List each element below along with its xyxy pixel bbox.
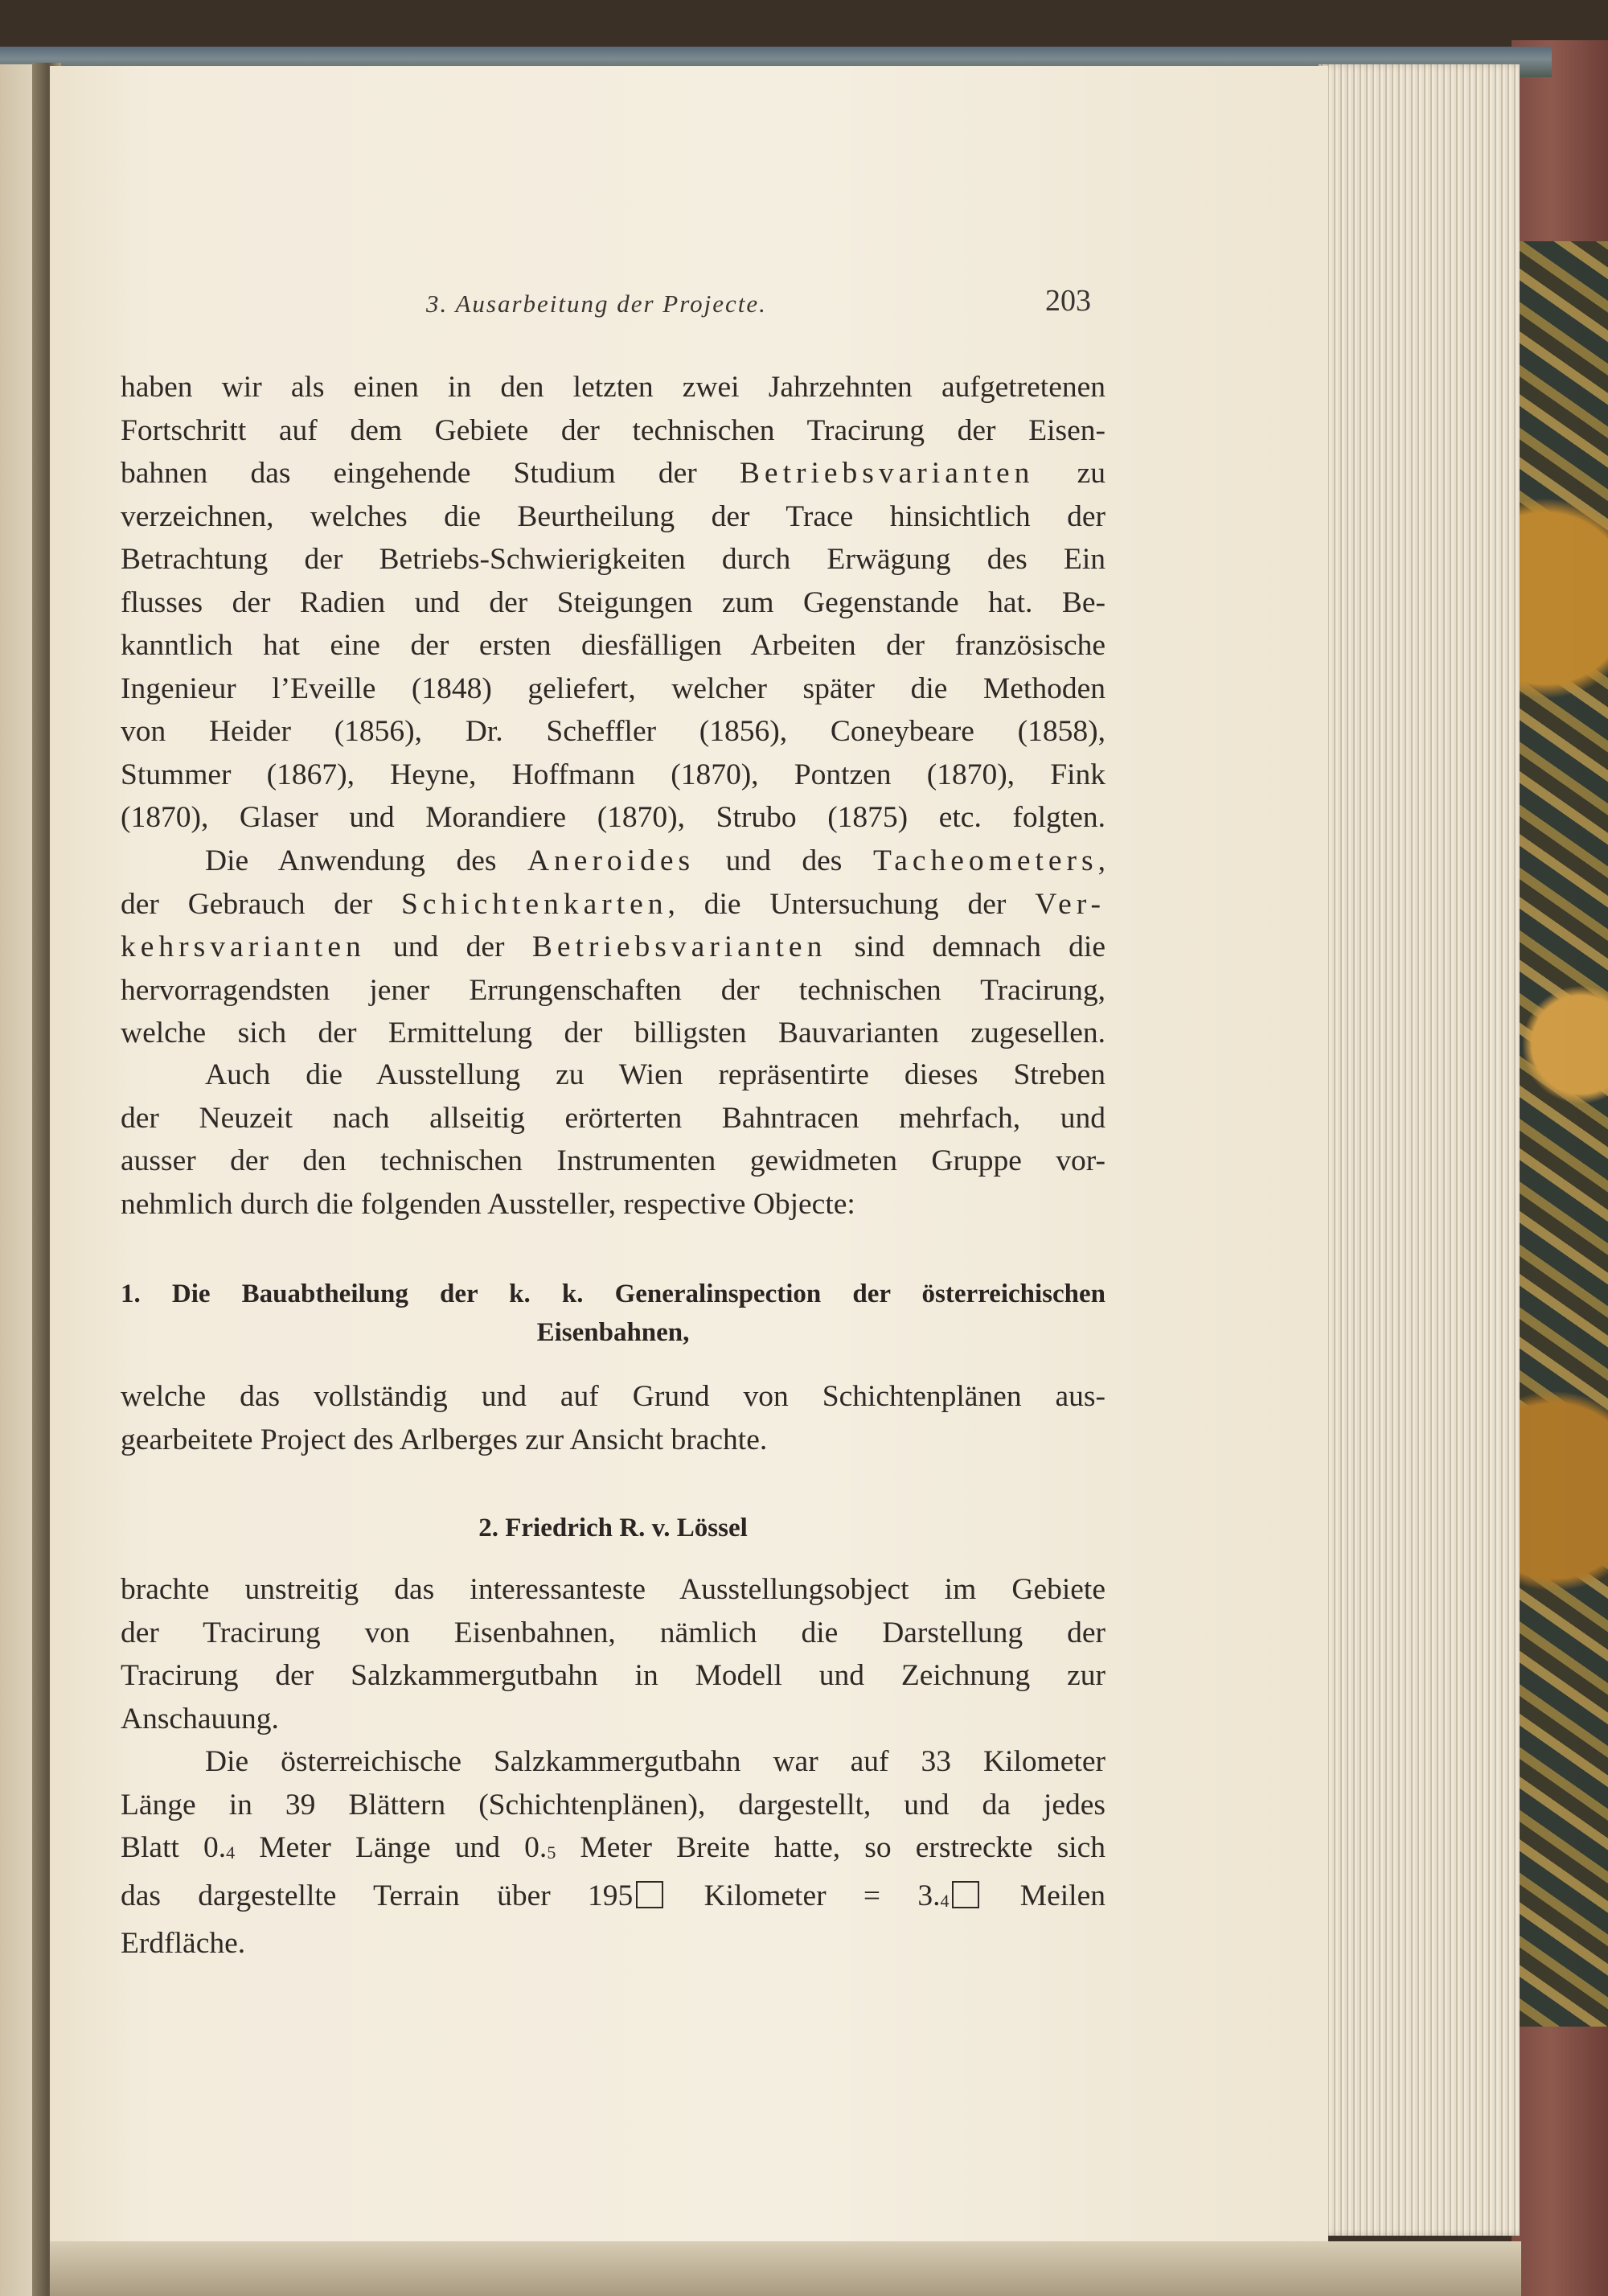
text-line: flusses der Radien und der Steigungen zum Gegenstande hat. Be- <box>121 585 1106 619</box>
section-heading-1 <box>121 1275 1106 1352</box>
emphasis-spaced: kehrsvarianten <box>121 930 366 963</box>
text-line: gearbeitete Project des Arlberges zur Ansicht brachte. <box>121 1423 768 1456</box>
square-symbol-icon <box>636 1881 663 1908</box>
text-line: Die Anwendung des Aneroides und des Tacheometers, <box>205 844 1106 877</box>
square-symbol-icon <box>952 1881 979 1908</box>
text-line: bahnen das eingehende Studium der Betriebsvarianten zu <box>121 457 1106 490</box>
text-line: Betrachtung der Betriebs-Schwierigkeiten durch Erwägung des Ein <box>121 543 1106 576</box>
page-number: 203 <box>1045 284 1091 318</box>
paragraph-2 <box>121 840 1106 1055</box>
text-line: das dargestellte Terrain über 195 Kilometer = $3._4$ Meilen <box>121 1879 1106 1912</box>
marbled-cover-pattern <box>1518 241 1608 2027</box>
text-line: hervorragendsten jener Errungenschaften der technischen Tracirung, <box>121 973 1106 1007</box>
text-line: der Tracirung von Eisenbahnen, nämlich die Darstellung der <box>121 1616 1106 1649</box>
text-line: haben wir als einen in den letzten zwei Jahrzehnten aufgetretenen <box>121 371 1106 404</box>
paragraph-1 <box>121 366 1106 840</box>
paragraph-4 <box>121 1375 1106 1461</box>
text-line: Auch die Ausstellung zu Wien repräsentirte dieses Streben <box>205 1058 1106 1091</box>
text-line: welche das vollständig und auf Grund von Schichtenplänen aus- <box>121 1380 1106 1413</box>
heading-line: Eisenbahnen, <box>536 1318 690 1347</box>
emphasis-spaced: Betriebsvarianten <box>531 930 827 963</box>
paragraph-5 <box>121 1568 1106 1740</box>
text-line: kehrsvarianten und der Betriebsvarianten sind demnach die <box>121 930 1106 963</box>
page-bottom-edge <box>50 2241 1521 2296</box>
emphasis-spaced: Tacheometers <box>872 844 1098 877</box>
text-line: Stummer (1867), Heyne, Hoffmann (1870), Pontzen (1870), Fink <box>121 758 1106 791</box>
paragraph-6 <box>121 1740 1106 1965</box>
text-line: der Gebrauch der Schichtenkarten, die Untersuchung der Ver- <box>121 887 1106 921</box>
section-heading-2: 2. Friedrich R. v. Lössel <box>478 1514 748 1542</box>
text-line: von Heider (1856), Dr. Scheffler (1856), Coneybeare (1858), <box>121 715 1106 748</box>
text-line: verzeichnen, welches die Beurtheilung der Trace hinsichtlich der <box>121 499 1106 533</box>
text-line: Fortschritt auf dem Gebiete der technischen Tracirung der Eisen- <box>121 413 1106 447</box>
text-line: Länge in 39 Blättern (Schichtenplänen), dargestellt, und da jedes <box>121 1788 1106 1822</box>
emphasis-spaced: Ver- <box>1035 887 1106 921</box>
text-line: welche sich der Ermittelung der billigsten Bauvarianten zugesellen. <box>121 1017 1106 1049</box>
emphasis-spaced: Betriebsvarianten <box>739 457 1035 490</box>
running-head: 3. Ausarbeitung der Projecte. <box>426 290 767 318</box>
text-line: nehmlich durch die folgenden Aussteller, respective Objecte: <box>121 1187 855 1221</box>
text-line: der Neuzeit nach allseitig erörterten Bahntracen mehrfach, und <box>121 1101 1106 1135</box>
text-line: ausser der den technischen Instrumenten gewidmeten Gruppe vor- <box>121 1144 1106 1177</box>
text-line: Die österreichische Salzkammergutbahn war auf 33 Kilometer <box>205 1745 1106 1778</box>
text-line: Tracirung der Salzkammergutbahn in Modell und Zeichnung zur <box>121 1659 1106 1692</box>
emphasis-spaced: Schichtenkarten <box>400 887 668 921</box>
text-line: kanntlich hat eine der ersten diesfälligen Arbeiten der französische <box>121 629 1106 662</box>
text-line: Erdfläche. <box>121 1927 246 1960</box>
text-line: Anschauung. <box>121 1702 279 1735</box>
text-line: Ingenieur l’Eveille (1848) geliefert, welcher später die Methoden <box>121 672 1106 705</box>
paragraph-3 <box>121 1054 1106 1226</box>
heading-line: 1. Die Bauabtheilung der k. k. Generalinspection der österreichischen <box>121 1279 1106 1308</box>
emphasis-spaced: Aneroides <box>527 844 695 877</box>
text-line: Blatt $0._4$ Meter Länge und $0._5$ Meter Breite hatte, so erstreckte sich <box>121 1831 1106 1864</box>
text-line: (1870), Glaser und Morandiere (1870), Strubo (1875) etc. folgten. <box>121 801 1106 834</box>
text-line: brachte unstreitig das interessanteste Ausstellungsobject im Gebiete <box>121 1573 1106 1606</box>
page-block-edges <box>1319 64 1520 2236</box>
